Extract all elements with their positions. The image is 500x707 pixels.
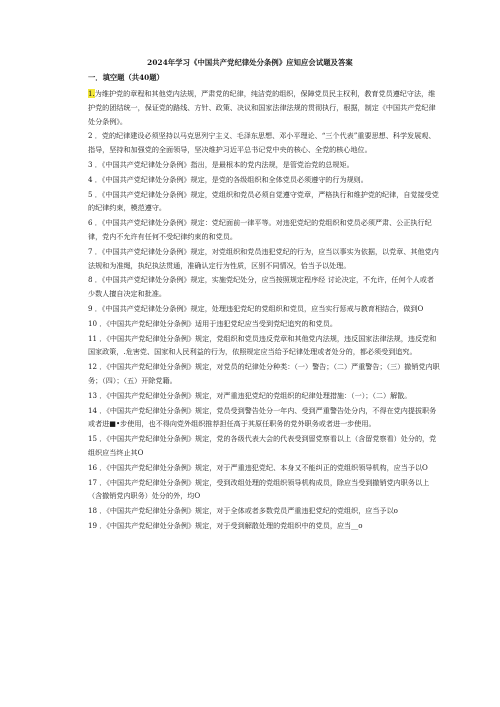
paragraph-10: 10 ．《中国共产党纪律处分条例》适用于违犯党纪应当受到党纪追究的和党员。 — [88, 318, 337, 328]
paragraph-9: 9 ．《中国共产党纪律处分条例》规定，处理违犯党纪的党组织和党员，应当实行惩戒与教育相结合，做到O — [88, 303, 424, 313]
paragraph-8: 8 ．《中国共产党纪律处分条例》规定，实施党纪处分，应当按照规定程序经 讨论决定，不允许，任何个人或者少数人擅自决定和批准。 — [88, 275, 434, 299]
paragraph-15: 15 ．《中国共产党纪律处分条例》规定，党的各级代表大会的代表受到留党察看以上（含留党察看）处分的，党组织应当终止其O — [88, 434, 437, 457]
paragraph-13: 13 ．《中国共产党纪律处分条例》规定，对严重违犯党纪的党组织的纪律处理措施：（一）；（二）解散。 — [88, 390, 412, 400]
paragraph-11: 11 ．《中国共产党纪律处分条例》规定，党组织和党员违反党章和其他党内法规，违反国家法律法规，违反党和国家政策，.危害党、国家和人民利益的行为，依照规定应当给予纪律处理或者处分的，都必须受到追究。 — [88, 333, 437, 357]
paragraph-5: 5 ．《中国共产党纪律处分条例》规定，党组织和党员必须自觉遵守党章，严格执行和维护党的纪律，自觉接受党的纪律约束，模范遵守。 — [88, 189, 439, 213]
paragraph-1 — [88, 87, 440, 128]
section-heading: 一．填空题（共40题） — [88, 73, 164, 82]
paragraph-14: 14 ．《中国共产党纪律处分条例》规定，党员受到警告处分一年内、受到严重警告处分内，不得在党内提拔职务或者进■•步使用，也不得向党外组织推荐担任高于其原任职务的党外职务或者进一步使用。 — [88, 405, 437, 429]
paragraph-17: 17 ．《中国共产党纪律处分条例》规定，受到改组处理的党组织领导机构成员，除应当受到撤销党内职务以上（含撤销党内职务）处分的外，均O — [88, 477, 430, 501]
paragraph-text: 为维护党的章程和其他党内法规，严肃党的纪律，纯洁党的组织，保障党员民主权利，教育党员遵纪守法，维护党的团结统一，保证党的路线、方针、政策、决议和国家法律法规的贯彻执行，根据，制定《中国共产党纪律处分条例》。 — [88, 89, 436, 126]
paragraph-2: 2 ．党的纪律建设必须坚持以马克思列宁主义、毛泽东思想、邓小平理论、“三个代表”重要思想、科学发展观、指导，坚持和加强党的全面领导，坚决维护习近平总书记党中央的核心、全党的核心地位。 — [88, 131, 436, 155]
paragraph-18: 18 ．《中国共产党纪律处分条例》规定，对于全体或者多数党员严重违犯党纪的党组织，应当予以o — [88, 506, 398, 516]
paragraph-4: 4 ．《中国共产党纪律处分条例》规定，是党的各级组织和全体党员必须遵守的行为规则。 — [88, 174, 368, 184]
paragraph-16: 16 ．《中国共产党纪律处分条例》规定，对于严重违犯党纪、本身又不能纠正的党组织领导机构，应当予以O — [88, 462, 428, 472]
document-title: 2024年学习《中国共产党纪律处分条例》应知应会试题及答案 — [147, 58, 353, 67]
paragraph-7: 7 ．《中国共产党纪律处分条例》规定，对党组织和党员违犯党纪的行为，应当以事实为依据，以党章、其他党内法规和为准绳，执纪执法贯通，准确认定行为性质，区别不同情况，恰当予以处理。 — [88, 246, 439, 270]
paragraph-3: 3 ．《中国共产党纪律处分条例》指出，是最根本的党内法规，是管党治党的总规矩。 — [88, 159, 354, 169]
paragraph-12: 12 ．《中国共产党纪律处分条例》规定，对党员的纪律处分种类：（一）警告；（二）严重警告；（三）撤销党内职务；（四）；（五）开除党籍。 — [88, 362, 440, 385]
document-body — [88, 87, 440, 534]
paragraph-19: 19 ．《中国共产党纪律处分条例》规定，对于受到解散处理的党组织中的党员，应当__o — [88, 520, 363, 530]
paragraph-6: 6 ．《中国共产党纪律处分条例》规定：党纪面前一律平等。对违犯党纪的党组织和党员必须严肃、公正执行纪律，党内不允许有任何不受纪律约束的和党员。 — [88, 218, 432, 241]
highlighted-item-number: 1. — [88, 89, 95, 98]
